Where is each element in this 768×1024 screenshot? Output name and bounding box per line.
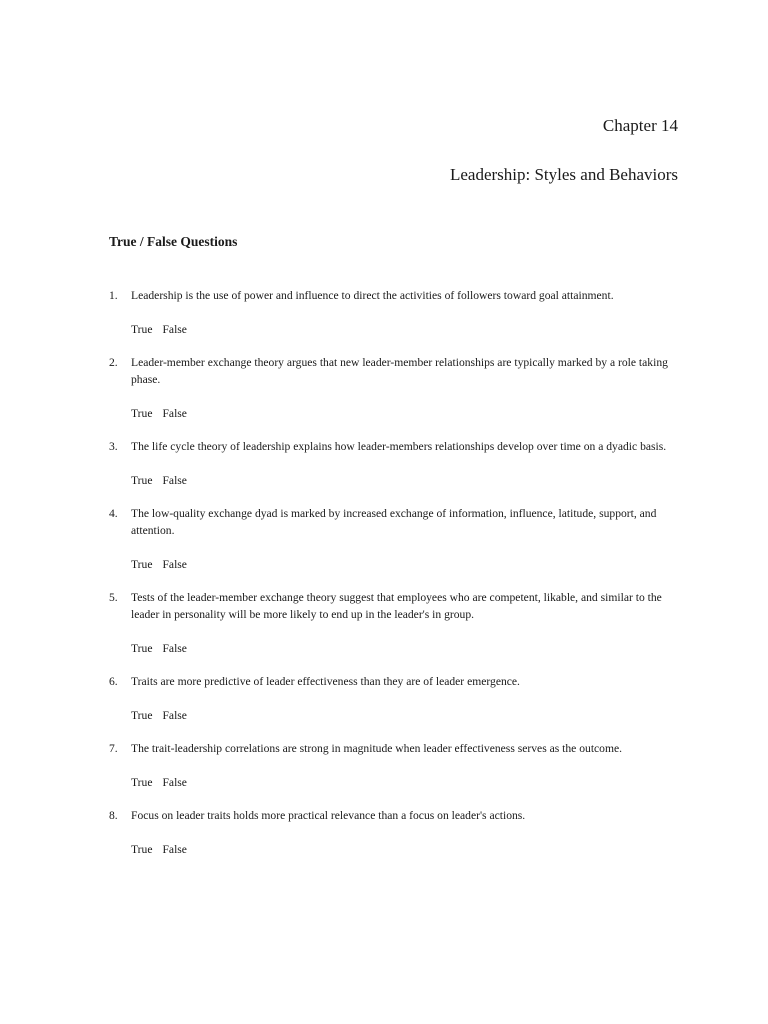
question-number: 1. (109, 289, 118, 302)
answer-false[interactable]: False (162, 776, 187, 789)
chapter-number: Chapter 14 (602, 116, 678, 135)
question-number: 2. (109, 356, 118, 369)
question-text: Tests of the leader-member exchange theory suggest that employees who are competent, likable, and similar to the leader in personality will be more likely to end up in the leader's in group. (131, 591, 662, 621)
answer-options (131, 405, 684, 422)
question-item (109, 807, 684, 858)
answer-options (131, 707, 684, 724)
question-item (109, 438, 684, 489)
question-number: 8. (109, 809, 118, 822)
answer-true[interactable]: True (131, 709, 153, 722)
answer-true[interactable]: True (131, 776, 153, 789)
answer-true[interactable]: True (131, 474, 153, 487)
question-item (109, 740, 684, 791)
question-number: 5. (109, 591, 118, 604)
question-number: 3. (109, 440, 118, 453)
answer-options (131, 556, 684, 573)
section-heading: True / False Questions (109, 234, 238, 249)
answer-false[interactable]: False (162, 843, 187, 856)
question-number: 6. (109, 675, 118, 688)
answer-options (131, 321, 684, 338)
question-item (109, 589, 684, 657)
answer-false[interactable]: False (162, 474, 187, 487)
question-text: The low-quality exchange dyad is marked by increased exchange of information, influence, latitude, support, and attention. (131, 507, 657, 537)
question-item (109, 287, 684, 338)
answer-true[interactable]: True (131, 407, 153, 420)
answer-options (131, 640, 684, 657)
question-text: Traits are more predictive of leader effectiveness than they are of leader emergence. (131, 675, 520, 688)
answer-false[interactable]: False (162, 407, 187, 420)
question-text: Focus on leader traits holds more practical relevance than a focus on leader's actions. (131, 809, 526, 822)
answer-options (131, 841, 684, 858)
answer-true[interactable]: True (131, 843, 153, 856)
question-text: Leader-member exchange theory argues that new leader-member relationships are typically marked by a role taking phase. (131, 356, 668, 386)
question-text: Leadership is the use of power and influence to direct the activities of followers toward goal attainment. (131, 289, 614, 302)
question-item (109, 673, 684, 724)
chapter-title: Leadership: Styles and Behaviors (449, 165, 678, 184)
answer-true[interactable]: True (131, 323, 153, 336)
answer-false[interactable]: False (162, 558, 187, 571)
question-number: 4. (109, 507, 118, 520)
question-list (109, 287, 684, 858)
answer-false[interactable]: False (162, 323, 187, 336)
question-text: The trait-leadership correlations are strong in magnitude when leader effectiveness serves as the outcome. (131, 742, 623, 755)
answer-true[interactable]: True (131, 642, 153, 655)
answer-false[interactable]: False (162, 642, 187, 655)
answer-options (131, 472, 684, 489)
question-number: 7. (109, 742, 118, 755)
answer-false[interactable]: False (162, 709, 187, 722)
question-item (109, 354, 684, 422)
answer-options (131, 774, 684, 791)
question-text: The life cycle theory of leadership explains how leader-members relationships develop over time on a dyadic basis. (131, 440, 667, 453)
answer-true[interactable]: True (131, 558, 153, 571)
question-item (109, 505, 684, 573)
